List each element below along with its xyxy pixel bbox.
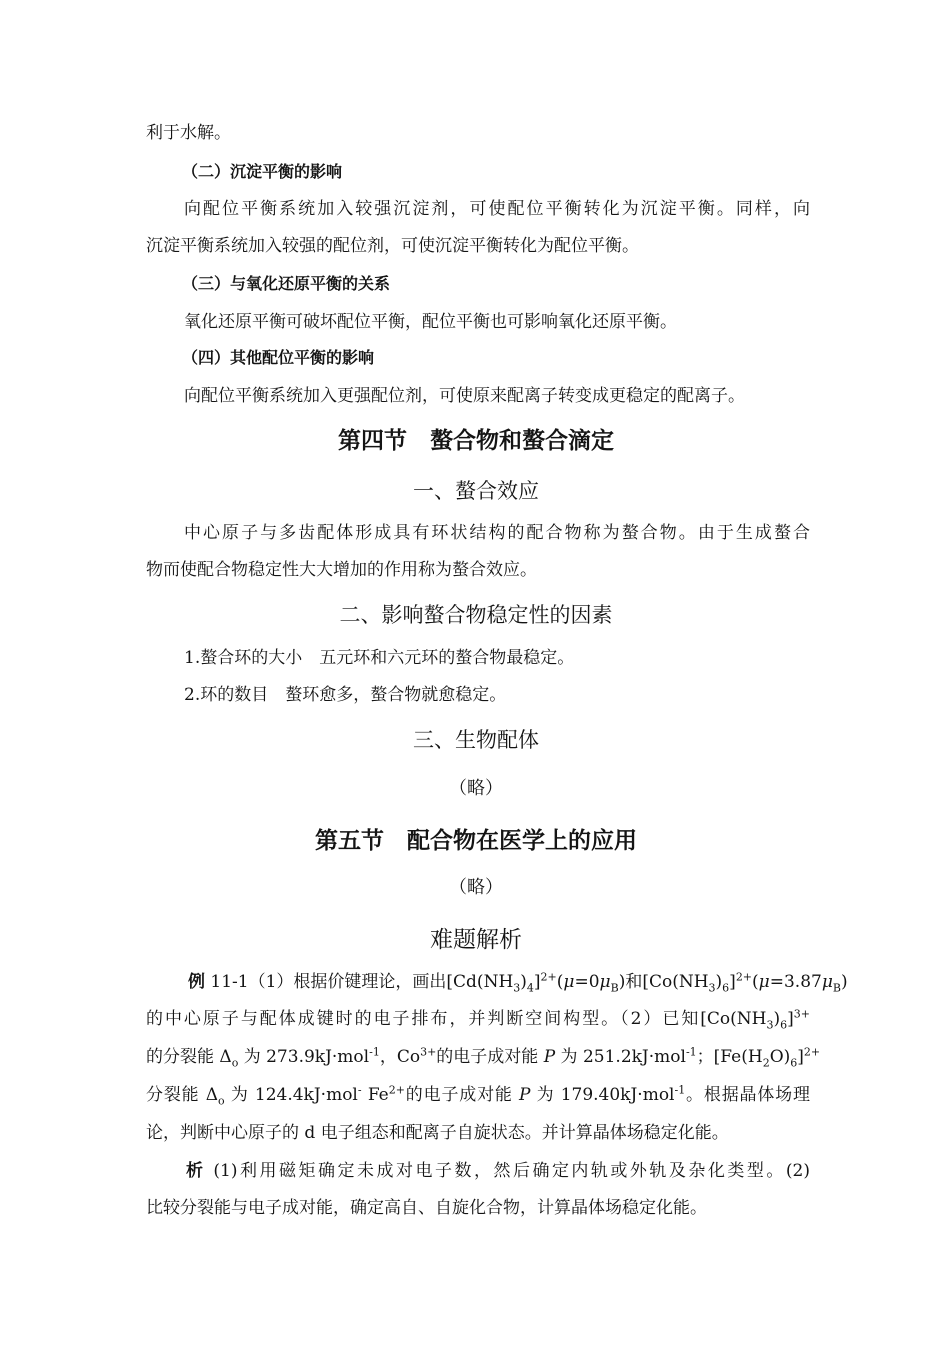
analysis-line: 析 (1)利用磁矩确定未成对电子数，然后确定内轨或外轨及杂化类型。(2) — [186, 1161, 810, 1181]
section-heading-4: 第四节 螯合物和螯合滴定 — [338, 428, 614, 454]
paragraph: 向配位平衡系统加入更强配位剂，可使原来配离子转变成更稳定的配离子。 — [184, 386, 745, 406]
subsection-heading-bio-ligands: 三、生物配体 — [413, 728, 539, 752]
paragraph: 沉淀平衡系统加入较强的配位剂，可使沉淀平衡转化为配位平衡。 — [146, 236, 639, 256]
list-item: 1.螯合环的大小 五元环和六元环的螯合物最稳定。 — [184, 648, 575, 668]
problem-analysis-title: 难题解析 — [430, 927, 522, 953]
omitted-note: （略） — [449, 877, 503, 898]
analysis-label: 析 — [186, 1161, 206, 1181]
section-heading-5: 第五节 配合物在医学上的应用 — [315, 828, 637, 854]
subsection-heading-stability-factors: 二、影响螯合物稳定性的因素 — [339, 603, 613, 627]
example-line: 例 11-1（1）根据价键理论，画出$[Cd(NH_3)_4]^{2+}(\mu=0\mu_B)$和$[Co(NH_3)_6]^{2+}(\mu=3.87\mu_B)$ — [188, 970, 848, 995]
example-label: 例 — [188, 972, 205, 992]
paragraph: 物而使配合物稳定性大大增加的作用称为螯合效应。 — [146, 560, 537, 580]
paragraph: 中心原子与多齿配体形成具有环状结构的配合物称为螯合物。由于生成螯合 — [184, 523, 810, 543]
paragraph: 氧化还原平衡可破坏配位平衡，配位平衡也可影响氧化还原平衡。 — [184, 312, 677, 332]
example-line: 的中心原子与配体成键时的电子排布，并判断空间构型。（2）已知$[Co(NH_3)_6]^{3+}$ — [146, 1007, 810, 1032]
analysis-line: 比较分裂能与电子成对能，确定高自、自旋化合物，计算晶体场稳定化能。 — [146, 1198, 707, 1218]
subheading-other-equilibria: （四）其他配位平衡的影响 — [182, 348, 375, 367]
example-line: 分裂能 $\Delta_o$ 为 124.4kJ·mol- $Fe^{2+}$的电子成对能 P 为 179.40kJ·mol$^{-1}$。根据晶体场理 — [146, 1083, 810, 1108]
list-item: 2.环的数目 螯环愈多，螯合物就愈稳定。 — [184, 685, 507, 705]
example-line: 论，判断中心原子的 d 电子组态和配离子自旋状态。并计算晶体场稳定化能。 — [146, 1123, 729, 1143]
paragraph: 向配位平衡系统加入较强沉淀剂，可使配位平衡转化为沉淀平衡。同样，向 — [184, 199, 810, 219]
paragraph: 利于水解。 — [146, 123, 231, 143]
subheading-precipitation: （二）沉淀平衡的影响 — [182, 162, 343, 181]
omitted-note: （略） — [449, 778, 503, 799]
subsection-heading-chelate-effect: 一、螯合效应 — [413, 479, 539, 503]
example-line: 的分裂能 $\Delta_o$ 为 273.9kJ·mol$^{-1}$，$Co^{3+}$的电子成对能 P 为 251.2kJ·mol$^{-1}$；$[Fe(H_2O)_6]^{2+}$ — [146, 1045, 821, 1070]
subheading-redox: （三）与氧化还原平衡的关系 — [182, 274, 391, 293]
